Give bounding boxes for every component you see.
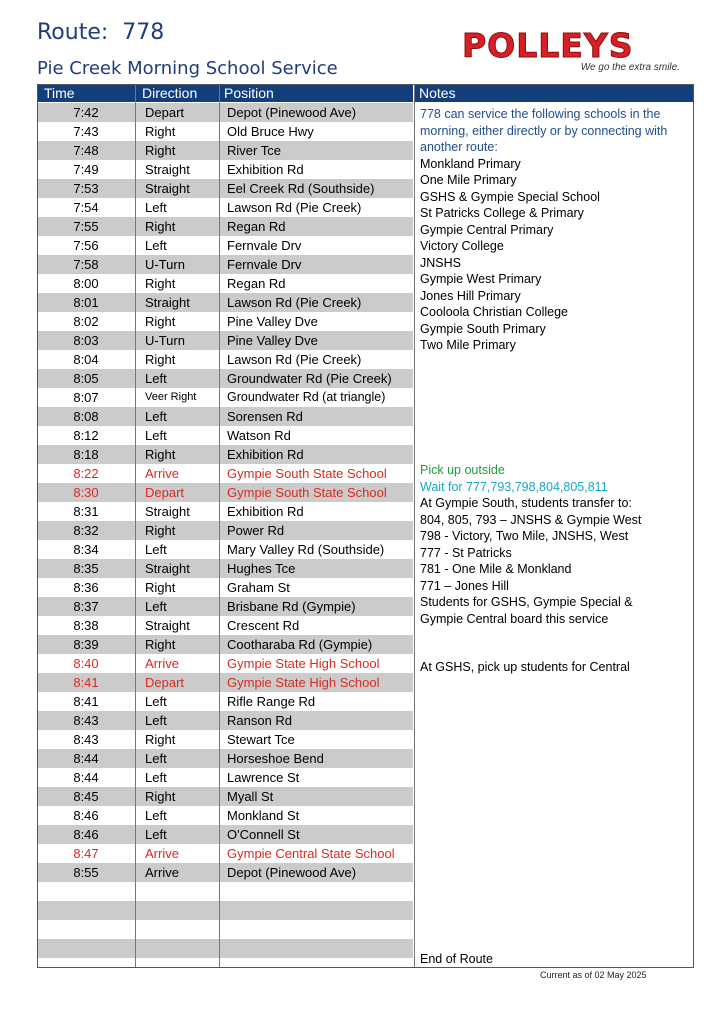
direction-cell: Depart [145, 105, 185, 120]
position-cell: Fernvale Drv [227, 257, 302, 272]
position-cell: Brisbane Rd (Gympie) [227, 599, 356, 614]
direction-cell: U-Turn [145, 333, 185, 348]
time-cell: 8:44 [73, 770, 99, 785]
school-item: Gympie West Primary [420, 272, 542, 286]
school-item: Two Mile Primary [420, 338, 516, 352]
direction-cell: Right [145, 352, 176, 367]
school-item: Victory College [420, 239, 504, 253]
col-time-header: Time [44, 85, 75, 101]
time-cell: 8:30 [73, 485, 99, 500]
direction-cell: U-Turn [145, 257, 185, 272]
current-date: Current as of 02 May 2025 [540, 970, 647, 980]
school-item: Gympie South Primary [420, 321, 546, 336]
transfer-line: 804, 805, 793 – JNSHS & Gympie West [420, 512, 642, 527]
gshs-note: At GSHS, pick up students for Central [420, 660, 630, 674]
direction-cell: Right [145, 523, 176, 538]
school-item: JNSHS [420, 255, 461, 270]
time-cell: 8:46 [73, 827, 99, 842]
time-cell: 8:31 [73, 504, 99, 519]
route-title: Route: 778 [37, 20, 165, 45]
direction-cell: Left [145, 713, 167, 728]
direction-cell: Right [145, 143, 176, 158]
direction-cell: Left [145, 770, 167, 785]
time-cell: 8:38 [73, 618, 99, 633]
position-cell: Exhibition Rd [227, 162, 304, 177]
end-of-route: End of Route [420, 952, 493, 966]
time-cell: 7:53 [73, 181, 99, 196]
transfer-line: At Gympie South, students transfer to: [420, 496, 632, 510]
time-cell: 8:43 [73, 713, 99, 728]
direction-cell: Left [145, 827, 167, 842]
direction-cell: Straight [145, 181, 190, 196]
position-cell: Groundwater Rd (at triangle) [227, 390, 386, 404]
time-cell: 8:55 [73, 865, 99, 880]
direction-cell: Left [145, 751, 167, 766]
transfer-line: 781 - One Mile & Monkland [420, 562, 572, 576]
direction-cell: Right [145, 219, 176, 234]
position-cell: Gympie State High School [227, 656, 380, 671]
time-cell: 7:56 [73, 238, 99, 253]
school-item: St Patricks College & Primary [420, 206, 584, 220]
transfer-line: 771 – Jones Hill [420, 578, 509, 593]
time-cell: 7:49 [73, 162, 99, 177]
school-item: Monkland Primary [420, 156, 521, 171]
time-cell: 8:04 [73, 352, 99, 367]
direction-cell: Left [145, 694, 167, 709]
direction-cell: Right [145, 732, 176, 747]
position-cell: Hughes Tce [227, 561, 296, 576]
position-cell: Depot (Pinewood Ave) [227, 105, 357, 120]
time-cell: 7:48 [73, 143, 99, 158]
direction-cell: Left [145, 542, 167, 557]
position-cell: Ranson Rd [227, 713, 293, 728]
position-cell: Gympie South State School [227, 466, 387, 481]
position-cell: River Tce [227, 143, 281, 158]
position-cell: Lawrence St [227, 770, 300, 785]
direction-cell: Right [145, 580, 176, 595]
time-cell: 7:54 [73, 200, 99, 215]
time-cell: 8:34 [73, 542, 99, 557]
position-cell: Pine Valley Dve [227, 333, 318, 348]
transfer-line: 777 - St Patricks [420, 545, 512, 560]
position-cell: Eel Creek Rd (Southside) [227, 181, 375, 196]
time-cell: 8:32 [73, 523, 99, 538]
school-item: GSHS & Gympie Special School [420, 189, 600, 204]
position-cell: Monkland St [227, 808, 300, 823]
time-cell: 8:18 [73, 447, 99, 462]
time-cell: 8:39 [73, 637, 99, 652]
direction-cell: Left [145, 238, 167, 253]
direction-cell: Right [145, 276, 176, 291]
position-cell: Exhibition Rd [227, 447, 304, 462]
col-direction-header: Direction [142, 85, 198, 101]
position-cell: Pine Valley Dve [227, 314, 318, 329]
time-cell: 8:08 [73, 409, 99, 424]
time-cell: 8:44 [73, 751, 99, 766]
position-cell: Crescent Rd [227, 618, 300, 633]
notes-gshs [420, 659, 690, 676]
direction-cell: Right [145, 314, 176, 329]
time-cell: 8:02 [73, 314, 99, 329]
direction-cell: Straight [145, 504, 190, 519]
transfer-line: 798 - Victory, Two Mile, JNSHS, West [420, 529, 629, 543]
col-position-header: Position [224, 85, 274, 101]
position-cell: Myall St [227, 789, 274, 804]
position-cell: Cootharaba Rd (Gympie) [227, 637, 373, 652]
time-cell: 8:47 [73, 846, 99, 861]
time-cell: 8:37 [73, 599, 99, 614]
time-cell: 7:43 [73, 124, 99, 139]
position-cell: Mary Valley Rd (Southside) [227, 542, 385, 557]
time-cell: 8:22 [73, 466, 99, 481]
pickup-note: Pick up outside [420, 463, 505, 477]
direction-cell: Right [145, 124, 176, 139]
school-item: Cooloola Christian College [420, 305, 568, 319]
position-cell: Power Rd [227, 523, 285, 538]
direction-cell: Right [145, 789, 176, 804]
school-item: Gympie Central Primary [420, 222, 554, 237]
direction-cell: Right [145, 637, 176, 652]
direction-cell: Left [145, 808, 167, 823]
direction-cell: Depart [145, 675, 185, 690]
direction-cell: Left [145, 599, 167, 614]
direction-cell: Arrive [145, 865, 179, 880]
direction-cell: Arrive [145, 656, 179, 671]
school-item: Jones Hill Primary [420, 288, 521, 303]
time-cell: 8:45 [73, 789, 99, 804]
time-cell: 8:12 [73, 428, 99, 443]
service-subtitle: Pie Creek Morning School Service [37, 58, 338, 79]
notes-intro-line: another route: [420, 140, 498, 154]
position-cell: Depot (Pinewood Ave) [227, 865, 357, 880]
position-cell: Rifle Range Rd [227, 694, 316, 709]
notes-schools [420, 106, 690, 354]
position-cell: Horseshoe Bend [227, 751, 324, 766]
direction-cell: Left [145, 409, 167, 424]
direction-cell: Straight [145, 295, 190, 310]
position-cell: Exhibition Rd [227, 504, 304, 519]
time-cell: 8:07 [73, 390, 99, 405]
time-cell: 8:41 [73, 675, 99, 690]
position-cell: Fernvale Drv [227, 238, 302, 253]
time-cell: 8:01 [73, 295, 99, 310]
direction-cell: Depart [145, 485, 185, 500]
position-cell: Gympie State High School [227, 675, 380, 690]
time-cell: 8:46 [73, 808, 99, 823]
time-cell: 8:35 [73, 561, 99, 576]
direction-cell: Right [145, 447, 176, 462]
position-cell: Regan Rd [227, 219, 286, 234]
direction-cell: Left [145, 428, 167, 443]
direction-cell: Straight [145, 618, 190, 633]
time-cell: 7:55 [73, 219, 99, 234]
position-cell: Sorensen Rd [227, 409, 303, 424]
time-cell: 8:05 [73, 371, 99, 386]
time-cell: 8:41 [73, 694, 99, 709]
brand-name: POLLEYS [462, 26, 634, 65]
position-cell: Stewart Tce [227, 732, 295, 747]
wait-note: Wait for 777,793,798,804,805,811 [420, 479, 608, 494]
position-cell: Lawson Rd (Pie Creek) [227, 352, 362, 367]
position-cell: Watson Rd [227, 428, 291, 443]
time-cell: 7:58 [73, 257, 99, 272]
position-cell: Lawson Rd (Pie Creek) [227, 200, 362, 215]
notes-intro-line: morning, either directly or by connecting with [420, 123, 668, 138]
position-cell: Gympie South State School [227, 485, 387, 500]
notes-gympie-south [420, 462, 690, 627]
direction-cell: Veer Right [145, 391, 197, 403]
transfer-line: Students for GSHS, Gympie Special & [420, 595, 633, 609]
time-cell: 8:36 [73, 580, 99, 595]
position-cell: Graham St [227, 580, 290, 595]
time-cell: 8:00 [73, 276, 99, 291]
position-cell: Regan Rd [227, 276, 286, 291]
polleys-logo [462, 26, 694, 76]
direction-cell: Arrive [145, 466, 179, 481]
direction-cell: Left [145, 200, 167, 215]
time-cell: 8:40 [73, 656, 99, 671]
direction-cell: Left [145, 371, 167, 386]
position-cell: Gympie Central State School [227, 846, 395, 861]
time-cell: 7:42 [73, 105, 99, 120]
direction-cell: Arrive [145, 846, 179, 861]
time-cell: 8:43 [73, 732, 99, 747]
school-item: One Mile Primary [420, 173, 517, 187]
brand-tagline: We go the extra smile. [580, 62, 680, 73]
position-cell: O'Connell St [227, 827, 300, 842]
position-cell: Old Bruce Hwy [227, 124, 314, 139]
col-notes-header: Notes [419, 85, 456, 101]
transfer-line: Gympie Central board this service [420, 611, 609, 626]
position-cell: Groundwater Rd (Pie Creek) [227, 371, 392, 386]
position-cell: Lawson Rd (Pie Creek) [227, 295, 362, 310]
direction-cell: Straight [145, 162, 190, 177]
direction-cell: Straight [145, 561, 190, 576]
time-cell: 8:03 [73, 333, 99, 348]
notes-intro-line: 778 can service the following schools in the [420, 107, 661, 121]
